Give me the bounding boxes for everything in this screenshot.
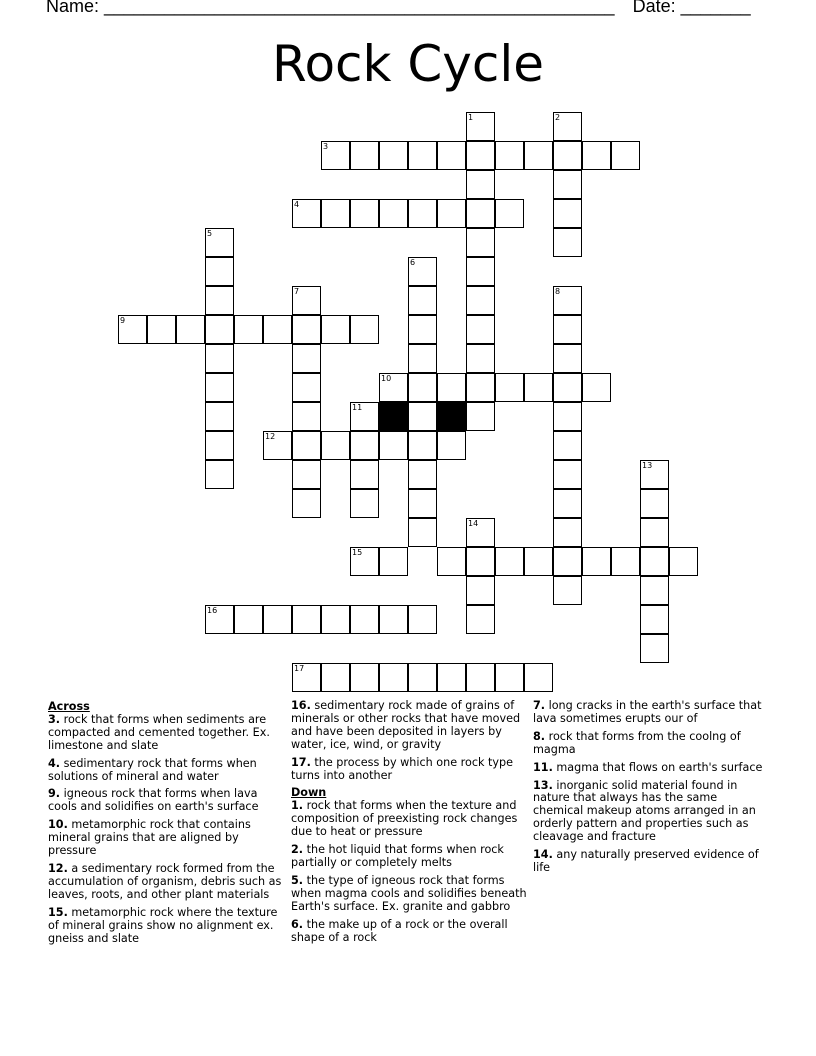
crossword-cell[interactable] (553, 431, 582, 460)
clue-text: igneous rock that forms when lava cools and solidifies on earth's surface (48, 787, 259, 814)
crossword-cell[interactable] (350, 489, 379, 518)
clue-text: long cracks in the earth's surface that lava sometimes erupts our of (533, 699, 762, 725)
crossword-cell[interactable] (640, 460, 669, 489)
clue (533, 849, 769, 875)
clue (48, 819, 284, 858)
crossword-cell[interactable] (205, 431, 234, 460)
crossword-cell[interactable] (466, 112, 495, 141)
clue (48, 758, 284, 784)
crossword-cell[interactable] (669, 547, 698, 576)
crossword-cell[interactable] (553, 460, 582, 489)
clue-number-label: 9. (48, 787, 61, 801)
clue-number: 13 (642, 461, 653, 470)
clue-number-label: 15. (48, 905, 68, 919)
crossword-cell[interactable] (234, 605, 263, 634)
crossword-cell[interactable] (553, 199, 582, 228)
clue (291, 844, 527, 870)
crossword-cell[interactable] (350, 547, 379, 576)
clue-text: metamorphic rock where the texture of mineral grains show no alignment ex. gneiss and slate (48, 905, 278, 945)
clue-text: rock that forms when the texture and composition of preexisting rock changes due to heat or pressure (291, 799, 518, 839)
crossword-cell[interactable] (321, 605, 350, 634)
crossword-cell[interactable] (292, 286, 321, 315)
clue (533, 780, 769, 845)
clue-number: 4 (294, 200, 300, 209)
clue-number: 3 (323, 142, 329, 151)
crossword-cell[interactable] (408, 257, 437, 286)
crossword-cell[interactable] (379, 373, 408, 402)
crossword-cell[interactable] (437, 373, 466, 402)
crossword-cell[interactable] (524, 547, 553, 576)
crossword-cell[interactable] (408, 199, 437, 228)
crossword-cell[interactable] (553, 344, 582, 373)
clue-number: 10 (381, 374, 392, 383)
black-square (379, 402, 408, 431)
clue-number: 1 (468, 113, 474, 122)
clue (291, 757, 527, 783)
crossword-cell[interactable] (466, 315, 495, 344)
clue-number-label: 13. (533, 778, 553, 792)
clue-text: magma that flows on earth's surface (552, 760, 763, 774)
clue-number: 16 (207, 606, 218, 615)
crossword-cell[interactable] (408, 663, 437, 692)
clue-text: any naturally preserved evidence of life (533, 848, 759, 874)
crossword-cell[interactable] (147, 315, 176, 344)
crossword-cell[interactable] (350, 315, 379, 344)
clue-number-label: 3. (48, 712, 61, 726)
clue-number-label: 6. (291, 917, 304, 931)
clue-number-label: 17. (291, 755, 311, 769)
clue-text: metamorphic rock that contains mineral grains that are aligned by pressure (48, 818, 251, 858)
crossword-cell[interactable] (408, 431, 437, 460)
crossword-cell[interactable] (553, 373, 582, 402)
crossword-cell[interactable] (495, 547, 524, 576)
crossword-cell[interactable] (263, 605, 292, 634)
clue (533, 762, 769, 775)
crossword-cell[interactable] (437, 663, 466, 692)
clue-number-label: 5. (291, 873, 304, 887)
crossword-cell[interactable] (176, 315, 205, 344)
clue-number-label: 10. (48, 818, 68, 832)
crossword-cell[interactable] (205, 605, 234, 634)
crossword-cell[interactable] (553, 170, 582, 199)
crossword-cell[interactable] (292, 315, 321, 344)
crossword-cell[interactable] (466, 663, 495, 692)
clue (533, 700, 769, 726)
crossword-cell[interactable] (408, 141, 437, 170)
crossword-cell[interactable] (495, 663, 524, 692)
crossword-cell[interactable] (524, 141, 553, 170)
clue-text: sedimentary rock made of grains of minerals or other rocks that have moved and have been deposited in layers by water, ice, wind, or gravity (291, 699, 521, 751)
crossword-cell[interactable] (408, 605, 437, 634)
crossword-cell[interactable] (466, 141, 495, 170)
crossword-cell[interactable] (379, 605, 408, 634)
crossword-cell[interactable] (466, 170, 495, 199)
crossword-cell[interactable] (524, 663, 553, 692)
crossword-cell[interactable] (263, 315, 292, 344)
clue (533, 731, 769, 757)
crossword-cell[interactable] (408, 373, 437, 402)
crossword-cell[interactable] (350, 460, 379, 489)
crossword-cell[interactable] (466, 402, 495, 431)
clue (291, 700, 527, 752)
crossword-cell[interactable] (437, 199, 466, 228)
crossword-cell[interactable] (321, 663, 350, 692)
crossword-cell[interactable] (263, 431, 292, 460)
clue-number: 6 (410, 258, 416, 267)
crossword-cell[interactable] (321, 199, 350, 228)
crossword-cell[interactable] (205, 286, 234, 315)
crossword-cell[interactable] (553, 141, 582, 170)
clues-column-3 (533, 700, 769, 880)
clue-number-label: 16. (291, 699, 311, 712)
crossword-cell[interactable] (292, 373, 321, 402)
crossword-cell[interactable] (408, 286, 437, 315)
clue-number: 14 (468, 519, 479, 528)
crossword-cell[interactable] (640, 547, 669, 576)
clue-text: the make up of a rock or the overall shape of a rock (291, 917, 508, 944)
crossword-cell[interactable] (350, 663, 379, 692)
crossword-cell[interactable] (466, 257, 495, 286)
crossword-cell[interactable] (553, 112, 582, 141)
crossword-cell[interactable] (350, 402, 379, 431)
clue (48, 863, 284, 902)
crossword-cell[interactable] (408, 460, 437, 489)
crossword-cell[interactable] (466, 373, 495, 402)
crossword-cell[interactable] (408, 315, 437, 344)
clue-number: 5 (207, 229, 213, 238)
clue-number-label: 8. (533, 729, 546, 743)
crossword-cell[interactable] (553, 518, 582, 547)
crossword-cell[interactable] (437, 547, 466, 576)
crossword-cell[interactable] (640, 605, 669, 634)
puzzle-title: Rock Cycle (271, 35, 545, 93)
crossword-cell[interactable] (205, 228, 234, 257)
crossword-cell[interactable] (292, 489, 321, 518)
crossword-cell[interactable] (495, 373, 524, 402)
crossword-cell[interactable] (321, 431, 350, 460)
clue-number: 8 (555, 287, 561, 296)
crossword-cell[interactable] (292, 402, 321, 431)
clue-number: 12 (265, 432, 276, 441)
crossword-cell[interactable] (640, 489, 669, 518)
clue-text: the type of igneous rock that forms when magma cools and solidifies beneath Earth's surface. Ex. granite and gabbro (291, 873, 527, 913)
crossword-cell[interactable] (205, 373, 234, 402)
crossword-cell[interactable] (379, 141, 408, 170)
crossword-cell[interactable] (466, 228, 495, 257)
crossword-cell[interactable] (582, 373, 611, 402)
clue-text: the hot liquid that forms when rock partially or completely melts (291, 843, 504, 869)
crossword-cell[interactable] (292, 431, 321, 460)
crossword-cell[interactable] (205, 460, 234, 489)
crossword-cell[interactable] (350, 141, 379, 170)
crossword-cell[interactable] (611, 141, 640, 170)
crossword-cell[interactable] (205, 402, 234, 431)
crossword-cell[interactable] (350, 199, 379, 228)
crossword-cell[interactable] (466, 286, 495, 315)
crossword-cell[interactable] (321, 315, 350, 344)
crossword-cell[interactable] (466, 199, 495, 228)
black-square (437, 402, 466, 431)
crossword-cell[interactable] (553, 315, 582, 344)
crossword-cell[interactable] (350, 431, 379, 460)
crossword-cell[interactable] (640, 576, 669, 605)
crossword-cell[interactable] (292, 663, 321, 692)
clue (291, 875, 527, 914)
clue (48, 788, 284, 814)
crossword-cell[interactable] (379, 663, 408, 692)
crossword-cell[interactable] (495, 141, 524, 170)
crossword-cell[interactable] (553, 547, 582, 576)
crossword-cell[interactable] (234, 315, 263, 344)
crossword-cell[interactable] (118, 315, 147, 344)
crossword-cell[interactable] (205, 344, 234, 373)
clue-text: the process by which one rock type turns into another (291, 755, 514, 782)
crossword-cell[interactable] (408, 518, 437, 547)
clue-number: 15 (352, 548, 363, 557)
clue-number: 2 (555, 113, 561, 122)
clue (48, 907, 284, 946)
clue-section-heading: Down (291, 786, 327, 800)
name-field[interactable]: Name: ___________________________________________________ (46, 0, 615, 16)
crossword-cell[interactable] (495, 199, 524, 228)
crossword-cell[interactable] (321, 141, 350, 170)
crossword-cell[interactable] (553, 286, 582, 315)
crossword-cell[interactable] (553, 576, 582, 605)
crossword-cell[interactable] (466, 344, 495, 373)
clue-number: 11 (352, 403, 363, 412)
clue-number-label: 1. (291, 799, 304, 813)
crossword-cell[interactable] (582, 547, 611, 576)
crossword-cell[interactable] (553, 228, 582, 257)
crossword-cell[interactable] (553, 402, 582, 431)
crossword-cell[interactable] (292, 344, 321, 373)
clue-number-label: 2. (291, 843, 304, 857)
crossword-cell[interactable] (553, 489, 582, 518)
clue-text: sedimentary rock that forms when solutions of mineral and water (48, 756, 257, 783)
crossword-cell[interactable] (466, 605, 495, 634)
clue-number: 9 (120, 316, 126, 325)
crossword-cell[interactable] (611, 547, 640, 576)
crossword-cell[interactable] (379, 431, 408, 460)
crossword-cell[interactable] (640, 634, 669, 663)
crossword-cell[interactable] (640, 518, 669, 547)
crossword-cell[interactable] (292, 605, 321, 634)
crossword-cell[interactable] (408, 489, 437, 518)
crossword-cell[interactable] (379, 547, 408, 576)
clue-number-label: 11. (533, 760, 553, 774)
crossword-cell[interactable] (408, 344, 437, 373)
clue-number-label: 4. (48, 756, 61, 770)
crossword-cell[interactable] (437, 431, 466, 460)
clue-text: inorganic solid material found in nature that always has the same chemical makeup atoms arranged in an orderly pattern and properties such as cleavage and fracture (533, 778, 756, 844)
crossword-cell[interactable] (292, 460, 321, 489)
clue (291, 800, 527, 839)
crossword-cell[interactable] (292, 199, 321, 228)
clue-section-heading: Across (48, 700, 90, 713)
crossword-cell[interactable] (350, 605, 379, 634)
crossword-cell[interactable] (524, 373, 553, 402)
clue (291, 919, 527, 945)
clue-number-label: 12. (48, 861, 68, 875)
crossword-cell[interactable] (437, 141, 466, 170)
crossword-cell[interactable] (205, 257, 234, 286)
crossword-cell[interactable] (466, 547, 495, 576)
clue-number: 7 (294, 287, 300, 296)
crossword-cell[interactable] (379, 199, 408, 228)
clue-text: rock that forms when sediments are compacted and cemented together. Ex. limestone and slate (48, 712, 270, 752)
crossword-cell[interactable] (408, 402, 437, 431)
clue-text: a sedimentary rock formed from the accumulation of organism, debris such as leaves, roots, and other plant materials (48, 861, 282, 901)
clue-text: rock that forms from the coolng of magma (533, 729, 741, 756)
crossword-cell[interactable] (205, 315, 234, 344)
clue-number: 17 (294, 664, 305, 673)
clue (48, 714, 284, 753)
crossword-cell[interactable] (582, 141, 611, 170)
clues-column-2 (291, 700, 527, 949)
clue-number-label: 7. (533, 699, 546, 712)
date-field[interactable]: Date: _______ (632, 0, 751, 16)
clues-column-1 (48, 700, 284, 950)
crossword-cell[interactable] (466, 576, 495, 605)
crossword-cell[interactable] (466, 518, 495, 547)
clue-number-label: 14. (533, 848, 553, 862)
